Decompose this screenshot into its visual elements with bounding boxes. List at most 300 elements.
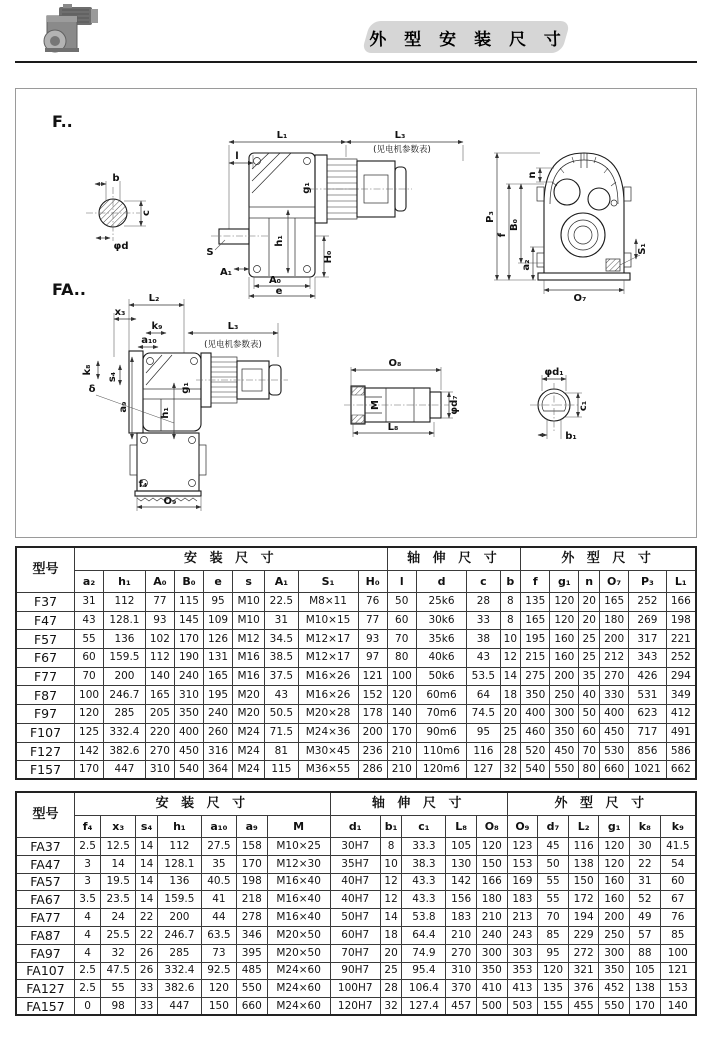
data-cell: 109 [204,611,233,630]
dim-label-L8: L₈ [387,422,399,433]
data-cell: 70m6 [416,705,466,724]
data-cell: 95 [538,944,569,962]
data-cell: 531 [629,686,667,705]
data-cell: 110m6 [416,742,466,761]
data-cell: 856 [629,742,667,761]
data-cell: 413 [507,980,538,998]
data-cell: 12 [380,873,402,891]
data-cell: 246.7 [157,926,201,944]
data-cell: 275 [521,667,550,686]
column-header: c₁ [402,816,446,838]
data-cell: 343 [629,649,667,668]
data-cell: 81 [265,742,298,761]
data-cell: M24×60 [267,980,330,998]
data-cell: 55 [538,873,569,891]
data-cell: 165 [145,686,174,705]
data-cell: 194 [568,909,599,927]
data-cell: 116 [467,742,500,761]
data-cell: 530 [600,742,629,761]
data-cell: 485 [236,962,267,980]
data-cell: 112 [157,838,201,856]
data-cell: 400 [174,723,203,742]
dim-label-K8: k₈ [82,364,93,376]
data-cell: 127 [467,761,500,780]
model-cell: FA107 [16,962,75,980]
data-cell: 50 [538,855,569,873]
data-cell: 120 [387,686,416,705]
data-cell: 2.5 [75,962,101,980]
data-cell: 210 [387,742,416,761]
data-cell: 43 [265,686,298,705]
data-cell: M20 [233,686,265,705]
data-cell: 370 [446,980,477,998]
data-cell: 12.5 [101,838,136,856]
data-cell: 93 [358,630,387,649]
dim-label-O7: O₇ [573,293,587,304]
column-header: L₁ [666,571,696,593]
data-cell: 300 [476,944,507,962]
data-cell: 240 [174,667,203,686]
data-cell: 34.5 [265,630,298,649]
model-cell: FA87 [16,926,75,944]
data-cell: 240 [204,705,233,724]
data-cell: 321 [568,962,599,980]
table-row [16,926,696,944]
data-cell: 382.6 [104,742,146,761]
data-cell: 120 [599,855,630,873]
dim-label-M: M [370,400,381,410]
data-cell: 14 [101,855,136,873]
table-row [16,909,696,927]
column-header: d₇ [538,816,569,838]
data-cell: M16 [233,667,265,686]
dim-label-n: n [527,171,538,179]
data-cell: 49 [630,909,661,927]
data-cell: 100 [660,944,696,962]
data-cell: 50k6 [416,667,466,686]
data-cell: 38.5 [265,649,298,668]
data-cell: 115 [174,593,203,612]
data-cell: 145 [174,611,203,630]
column-header: g₁ [599,816,630,838]
data-cell: 14 [136,873,158,891]
data-cell: 2.5 [75,838,101,856]
data-cell: 77 [145,593,174,612]
data-cell: 26 [136,962,158,980]
f-front-view [485,153,648,304]
data-cell: 60 [387,611,416,630]
data-cell: 300 [550,705,579,724]
dim-label-g1: g₁ [301,182,312,194]
data-cell: 80 [579,761,600,780]
data-cell: 229 [568,926,599,944]
data-cell: 350 [476,962,507,980]
data-cell: 28 [467,593,500,612]
data-cell: 503 [507,998,538,1016]
data-cell: 25.5 [101,926,136,944]
dim-label-f: f [497,232,508,238]
data-cell: 43.3 [402,873,446,891]
data-cell: 138 [568,855,599,873]
data-cell: 20 [500,705,521,724]
data-cell: 190 [174,649,203,668]
data-cell: 18 [500,686,521,705]
data-cell: 195 [521,630,550,649]
data-cell: 53.8 [402,909,446,927]
data-cell: 152 [358,686,387,705]
table-row [16,667,696,686]
dim-label-A1: A₁ [219,267,233,278]
data-cell: 76 [358,593,387,612]
data-cell: 270 [446,944,477,962]
data-cell: 120 [550,593,579,612]
dim-label-a9: a₉ [118,401,129,413]
data-cell: 455 [568,998,599,1016]
column-header: a₉ [236,816,267,838]
data-cell: 128.1 [104,611,146,630]
data-cell: 220 [145,723,174,742]
column-header: M [267,816,330,838]
data-cell: 426 [629,667,667,686]
data-cell: M24×60 [267,962,330,980]
data-cell: 52 [630,891,661,909]
data-cell: 121 [660,962,696,980]
data-cell: M10×25 [267,838,330,856]
gearmotor-photo-icon [33,4,101,58]
data-cell: M8×11 [298,593,358,612]
data-cell: 250 [550,686,579,705]
data-cell: 452 [599,980,630,998]
data-cell: 410 [476,980,507,998]
data-cell: 31 [265,611,298,630]
data-cell: 3 [75,873,101,891]
data-cell: 38.3 [402,855,446,873]
group-header: 外 型 尺 寸 [521,547,696,571]
header-rule [15,61,697,63]
table-row [16,998,696,1016]
data-cell: 120 [599,838,630,856]
data-cell: 35H7 [330,855,380,873]
data-cell: 400 [521,705,550,724]
data-cell: 22 [136,909,158,927]
group-header: 轴 伸 尺 寸 [387,547,521,571]
data-cell: 159.5 [157,891,201,909]
data-cell: 30k6 [416,611,466,630]
data-cell: 71.5 [265,723,298,742]
data-cell: 25k6 [416,593,466,612]
data-cell: 33.3 [402,838,446,856]
dim-label-g1-fa: g₁ [180,382,191,394]
data-cell: 140 [145,667,174,686]
data-cell: M20 [233,705,265,724]
dim-label-k9: k₉ [151,321,163,332]
data-cell: 37.5 [265,667,298,686]
data-cell: 85 [660,926,696,944]
data-cell: 12 [500,649,521,668]
table-row [16,980,696,998]
dim-label-c: c [141,210,152,216]
data-cell: 195 [204,686,233,705]
data-cell: 8 [500,593,521,612]
data-cell: 172 [568,891,599,909]
data-cell: 88 [630,944,661,962]
data-cell: 43 [467,649,500,668]
data-cell: 540 [174,761,203,780]
data-cell: 64 [467,686,500,705]
column-header: k₈ [630,816,661,838]
data-cell: 120m6 [416,761,466,780]
data-cell: M24×60 [267,998,330,1016]
data-cell: 236 [358,742,387,761]
data-cell: 70 [538,909,569,927]
data-cell: 215 [521,649,550,668]
data-cell: 142 [75,742,104,761]
data-cell: 25 [500,723,521,742]
dim-label-b: b [112,173,120,184]
data-cell: 491 [666,723,696,742]
data-cell: 198 [236,873,267,891]
data-cell: 60H7 [330,926,380,944]
data-cell: 303 [507,944,538,962]
data-cell: 30 [630,838,661,856]
data-cell: 138 [630,980,661,998]
data-cell: M12×30 [267,855,330,873]
model-cell: FA77 [16,909,75,927]
data-cell: 33 [136,980,158,998]
model-column-header: 型号 [16,792,75,838]
page-title: 外 型 安 装 尺 寸 [365,29,569,50]
data-cell: 105 [630,962,661,980]
data-cell: 90H7 [330,962,380,980]
data-cell: 70H7 [330,944,380,962]
model-cell: F107 [16,723,75,742]
data-cell: 98 [101,998,136,1016]
data-cell: 60 [579,723,600,742]
column-header: A₁ [265,571,298,593]
data-cell: 50 [387,593,416,612]
data-cell: 4 [75,926,101,944]
data-cell: M16 [233,649,265,668]
data-cell: M16×26 [298,686,358,705]
data-cell: 95.4 [402,962,446,980]
data-cell: 286 [358,761,387,780]
data-cell: 32 [500,761,521,780]
column-header: a₁₀ [201,816,236,838]
data-cell: 120 [476,838,507,856]
data-cell: 121 [358,667,387,686]
data-cell: 53.5 [467,667,500,686]
data-cell: 180 [476,891,507,909]
data-cell: M12×17 [298,649,358,668]
data-cell: 28 [380,980,402,998]
f-shaft-section [86,173,152,252]
data-cell: 662 [666,761,696,780]
dim-label-S: S [206,247,214,258]
data-cell: 25 [579,649,600,668]
drawing-panel [15,88,697,538]
data-cell: 170 [75,761,104,780]
data-cell: M10 [233,593,265,612]
data-cell: 170 [387,723,416,742]
data-cell: 450 [174,742,203,761]
data-cell: 586 [666,742,696,761]
data-cell: 294 [666,667,696,686]
data-cell: 160 [550,649,579,668]
data-cell: 31 [75,593,104,612]
data-cell: 32 [101,944,136,962]
data-cell: 70 [387,630,416,649]
data-cell: 540 [521,761,550,780]
table-row [16,593,696,612]
table-row [16,891,696,909]
table-row [16,838,696,856]
data-cell: 135 [521,593,550,612]
data-cell: 55 [538,891,569,909]
column-header: x₃ [101,816,136,838]
column-header: g₁ [550,571,579,593]
data-cell: 346 [236,926,267,944]
column-header: e [204,571,233,593]
motor-note-fa: (见电机参数表) [204,340,262,350]
column-header: A₀ [145,571,174,593]
data-cell: 33 [467,611,500,630]
column-header: H₀ [358,571,387,593]
column-header: L₈ [446,816,477,838]
data-cell: 90m6 [416,723,466,742]
data-cell: 550 [236,980,267,998]
data-cell: 35k6 [416,630,466,649]
data-cell: 126 [204,630,233,649]
group-header: 轴 伸 尺 寸 [330,792,507,816]
data-cell: 218 [236,891,267,909]
column-header: b₁ [380,816,402,838]
f-series-label: F.. [52,112,73,131]
data-cell: 95 [467,723,500,742]
data-cell: 28 [500,742,521,761]
dim-label-h1: h₁ [274,235,285,247]
data-cell: 660 [600,761,629,780]
data-cell: 412 [666,705,696,724]
data-cell: 85 [538,926,569,944]
model-cell: F57 [16,630,75,649]
data-cell: 67 [660,891,696,909]
data-cell: 120 [550,611,579,630]
column-header: O₇ [600,571,629,593]
table-row [16,873,696,891]
data-cell: 24 [101,909,136,927]
data-cell: M36×55 [298,761,358,780]
data-cell: 100H7 [330,980,380,998]
data-cell: 156 [446,891,477,909]
data-cell: 400 [600,705,629,724]
data-cell: 278 [236,909,267,927]
dim-label-f4: f₄ [138,479,148,490]
data-cell: 50.5 [265,705,298,724]
data-cell: 332.4 [157,962,201,980]
data-cell: 10 [500,630,521,649]
data-cell: 102 [145,630,174,649]
data-cell: 14 [136,855,158,873]
data-cell: 136 [104,630,146,649]
data-cell: 112 [145,649,174,668]
data-cell: M20×28 [298,705,358,724]
group-header: 安 装 尺 寸 [75,547,388,571]
data-cell: M24 [233,742,265,761]
data-cell: 183 [446,909,477,927]
model-cell: FA97 [16,944,75,962]
dim-label-b1: b₁ [565,431,577,442]
data-cell: 30H7 [330,838,380,856]
data-cell: M24 [233,723,265,742]
data-cell: 457 [446,998,477,1016]
dim-label-h1-fa: h₁ [160,407,171,419]
data-cell: M12 [233,630,265,649]
dim-label-L2: L₂ [148,293,160,304]
data-cell: 32 [380,998,402,1016]
data-cell: 40H7 [330,891,380,909]
data-cell: 22 [136,926,158,944]
column-header: a₂ [75,571,104,593]
group-header: 外 型 尺 寸 [507,792,696,816]
data-cell: 165 [600,593,629,612]
data-cell: 33 [136,998,158,1016]
model-cell: F157 [16,761,75,780]
table-row [16,686,696,705]
data-cell: 95 [204,593,233,612]
data-cell: M24×36 [298,723,358,742]
data-cell: 159.5 [104,649,146,668]
column-header: c [467,571,500,593]
column-header: d₁ [330,816,380,838]
data-cell: 45 [538,838,569,856]
data-cell: 43.3 [402,891,446,909]
data-cell: M10×15 [298,611,358,630]
dim-label-phi-d: φd [113,241,129,252]
data-cell: 200 [358,723,387,742]
data-cell: 170 [630,998,661,1016]
table-row [16,649,696,668]
data-cell: 200 [600,630,629,649]
data-cell: 166 [476,873,507,891]
data-cell: 12 [380,891,402,909]
data-cell: 170 [236,855,267,873]
data-cell: 19.5 [101,873,136,891]
data-cell: 450 [600,723,629,742]
table-row [16,962,696,980]
data-cell: 270 [600,667,629,686]
data-cell: 60m6 [416,686,466,705]
data-cell: 243 [507,926,538,944]
data-cell: 198 [666,611,696,630]
dim-label-A0: A₀ [268,275,282,286]
data-cell: 55 [101,980,136,998]
data-cell: 77 [358,611,387,630]
data-cell: 35 [201,855,236,873]
motor-note: (见电机参数表) [373,145,431,155]
data-cell: 60 [75,649,104,668]
data-cell: 120 [538,962,569,980]
data-cell: 252 [629,593,667,612]
data-cell: 158 [236,838,267,856]
data-cell: 64.4 [402,926,446,944]
dim-label-x3: x₃ [114,307,126,318]
data-cell: M16×40 [267,891,330,909]
data-cell: 183 [507,891,538,909]
column-header: d [416,571,466,593]
data-cell: 40.5 [201,873,236,891]
column-header: n [579,571,600,593]
data-cell: 364 [204,761,233,780]
